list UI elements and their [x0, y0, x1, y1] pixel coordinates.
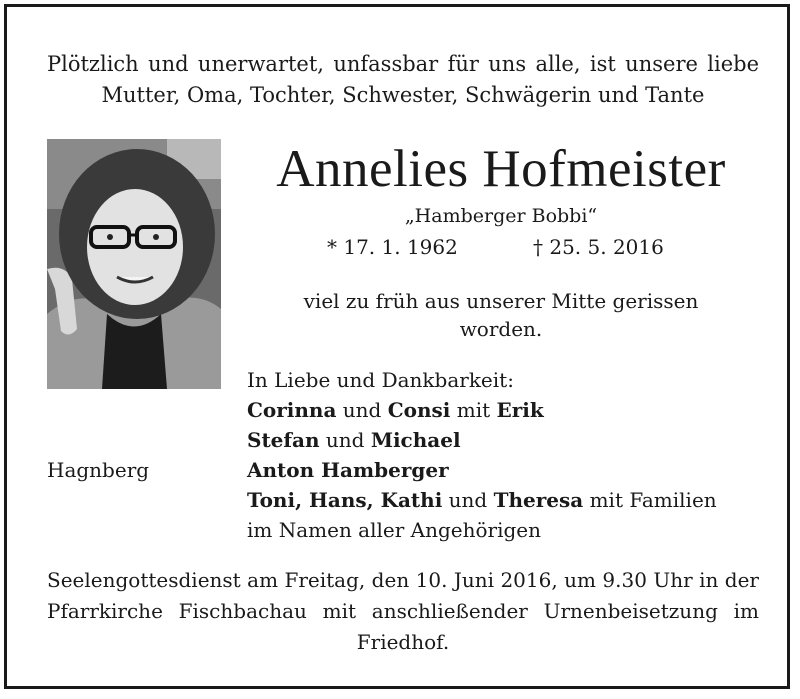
portrait-image	[47, 139, 221, 389]
mourners-line: Anton Hamberger	[247, 458, 449, 482]
death-date: † 25. 5. 2016	[533, 235, 664, 259]
portrait-photo	[47, 139, 221, 389]
place-name: Hagnberg	[47, 458, 150, 482]
passing-phrase: viel zu früh aus unserer Mitte gerissen worden.	[303, 289, 699, 341]
birth-date: * 17. 1. 1962	[327, 235, 458, 259]
intro-text: Plötzlich und unerwartet, unfassbar für uns alle, ist unsere liebe Mutter, Oma, Tochter, Schwester, Schwägerin und Tante	[47, 52, 759, 107]
mourners-closing: im Namen aller Angehörigen	[247, 518, 542, 542]
mourners-line: Stefan und Michael	[247, 428, 461, 452]
mourners-line: Corinna und Consi mit Erik	[247, 398, 544, 422]
life-dates	[243, 233, 759, 261]
deceased-name: Annelies Hofmeister	[276, 140, 726, 198]
mourners-list	[247, 365, 767, 545]
deceased-nickname: „Hamberger Bobbi“	[404, 205, 598, 227]
obituary-notice	[4, 4, 790, 689]
mourners-heading: In Liebe und Dankbarkeit:	[247, 368, 514, 392]
mourners-line: Toni, Hans, Kathi und Theresa mit Familien	[247, 488, 717, 512]
service-text: Seelengottesdienst am Freitag, den 10. Juni 2016, um 9.30 Uhr in der Pfarrkirche Fischbachau mit anschließender Urnenbeisetzung im Friedhof.	[47, 568, 759, 654]
